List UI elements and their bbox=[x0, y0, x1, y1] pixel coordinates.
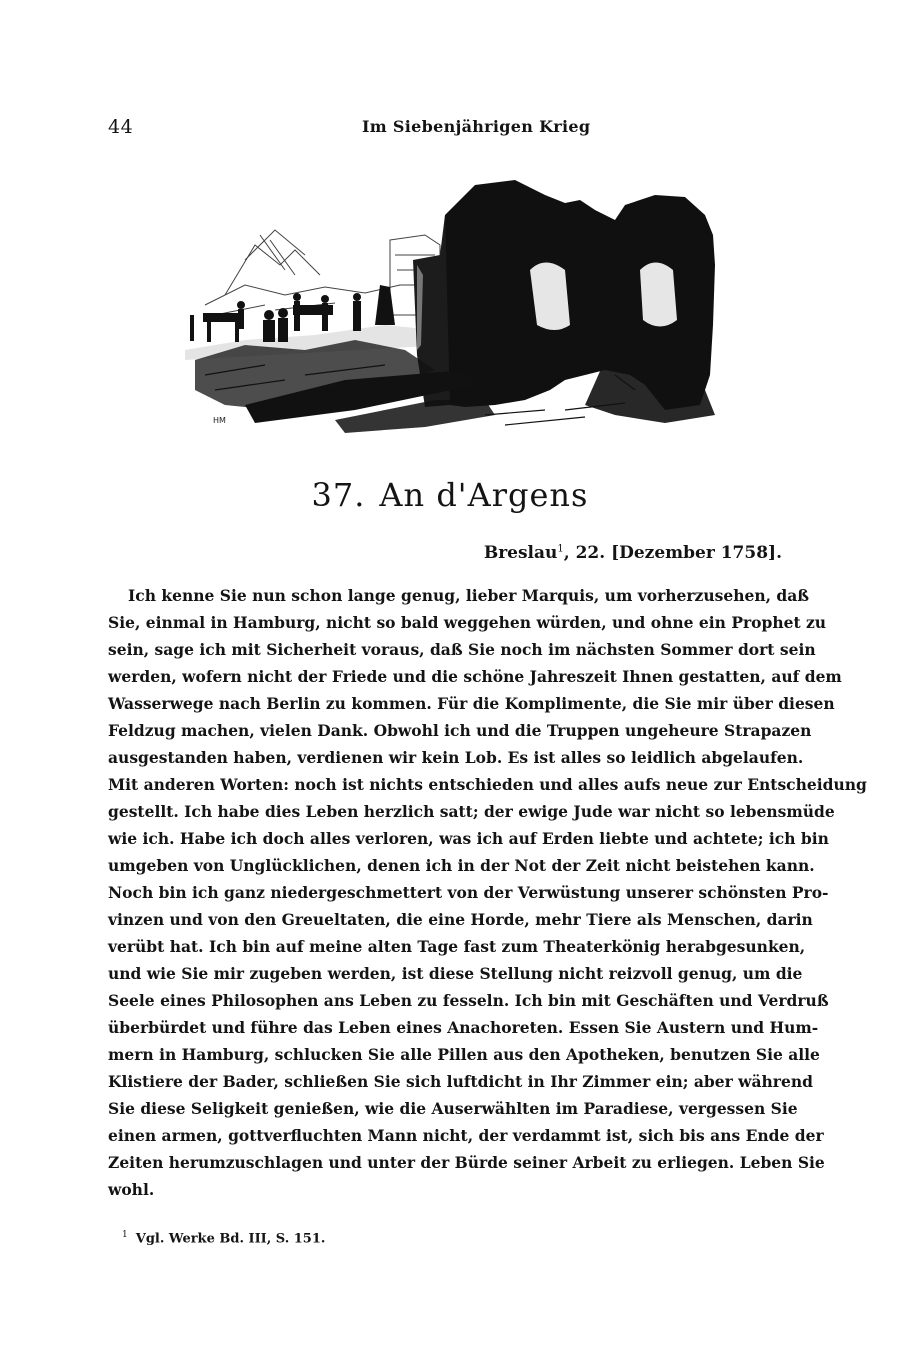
body-line: und wie Sie mir zugeben werden, ist diese Stellung nicht reizvoll genug, um die bbox=[108, 964, 803, 983]
body-line: Feldzug machen, vielen Dank. Obwohl ich und die Truppen ungeheure Strapazen bbox=[108, 721, 812, 740]
footnote-reference: 1 bbox=[557, 543, 564, 555]
dateline bbox=[484, 543, 782, 563]
body-line: einen armen, gottverfluchten Mann nicht, der verdammt ist, sich bis ans Ende der bbox=[108, 1126, 824, 1145]
body-line: Wasserwege nach Berlin zu kommen. Für die Komplimente, die Sie mir über diesen bbox=[108, 694, 835, 713]
footnote-text: Vgl. Werke Bd. III, S. 151. bbox=[135, 1231, 326, 1247]
body-line: umgeben von Unglücklichen, denen ich in der Not der Zeit nicht beistehen kann. bbox=[108, 856, 815, 875]
letter-body bbox=[108, 582, 867, 1203]
body-line: Noch bin ich ganz niedergeschmettert von der Verwüstung unserer schönsten Pro- bbox=[108, 883, 829, 902]
body-line: ausgestanden haben, verdienen wir kein Lob. Es ist alles so leidlich abgelaufen. bbox=[108, 748, 804, 767]
running-head: Im Siebenjährigen Krieg bbox=[362, 117, 591, 136]
body-line: Sie diese Seligkeit genießen, wie die Auserwählten im Paradiese, vergessen Sie bbox=[108, 1099, 798, 1118]
footnote bbox=[122, 1230, 325, 1246]
letter-title: An d'Argens bbox=[379, 476, 589, 514]
body-line: Mit anderen Worten: noch ist nichts entschieden und alles aufs neue zur Entscheidung bbox=[108, 775, 867, 794]
body-line: wie ich. Habe ich doch alles verloren, was ich auf Erden liebte und achtete; ich bin bbox=[108, 829, 829, 848]
page-number: 44 bbox=[108, 116, 134, 138]
dateline-place: Breslau bbox=[483, 543, 558, 563]
body-line: Sie, einmal in Hamburg, nicht so bald weggehen würden, und ohne ein Prophet zu bbox=[108, 613, 827, 632]
body-line: mern in Hamburg, schlucken Sie alle Pillen aus den Apotheken, benutzen Sie alle bbox=[108, 1045, 820, 1064]
letter-heading bbox=[0, 476, 900, 514]
svg-text:HM: HM bbox=[213, 416, 226, 425]
footnote-mark: 1 bbox=[122, 1230, 128, 1240]
ruins-illustration bbox=[185, 175, 725, 445]
dateline-date: , 22. [Dezember 1758]. bbox=[563, 543, 782, 563]
body-line: gestellt. Ich habe dies Leben herzlich satt; der ewige Jude war nicht so lebensmüde bbox=[108, 802, 835, 821]
body-line: sein, sage ich mit Sicherheit voraus, daß Sie noch im nächsten Sommer dort sein bbox=[108, 640, 816, 659]
body-line: verübt hat. Ich bin auf meine alten Tage fast zum Theaterkönig herabgesunken, bbox=[108, 937, 806, 956]
body-line: Seele eines Philosophen ans Leben zu fesseln. Ich bin mit Geschäften und Verdruß bbox=[108, 991, 829, 1010]
body-line: Zeiten herumzuschlagen und unter der Bürde seiner Arbeit zu erliegen. Leben Sie bbox=[108, 1153, 825, 1172]
body-line: vinzen und von den Greueltaten, die eine Horde, mehr Tiere als Menschen, darin bbox=[108, 910, 813, 929]
body-line: Ich kenne Sie nun schon lange genug, lieber Marquis, um vorherzusehen, daß bbox=[128, 586, 810, 605]
body-line: wohl. bbox=[108, 1180, 155, 1199]
body-line: überbürdet und führe das Leben eines Anachoreten. Essen Sie Austern und Hum- bbox=[108, 1018, 819, 1037]
body-line: werden, wofern nicht der Friede und die schöne Jahreszeit Ihnen gestatten, auf dem bbox=[108, 667, 842, 686]
letter-number: 37. bbox=[311, 476, 366, 514]
body-line: Klistiere der Bader, schließen Sie sich luftdicht in Ihr Zimmer ein; aber während bbox=[108, 1072, 813, 1091]
